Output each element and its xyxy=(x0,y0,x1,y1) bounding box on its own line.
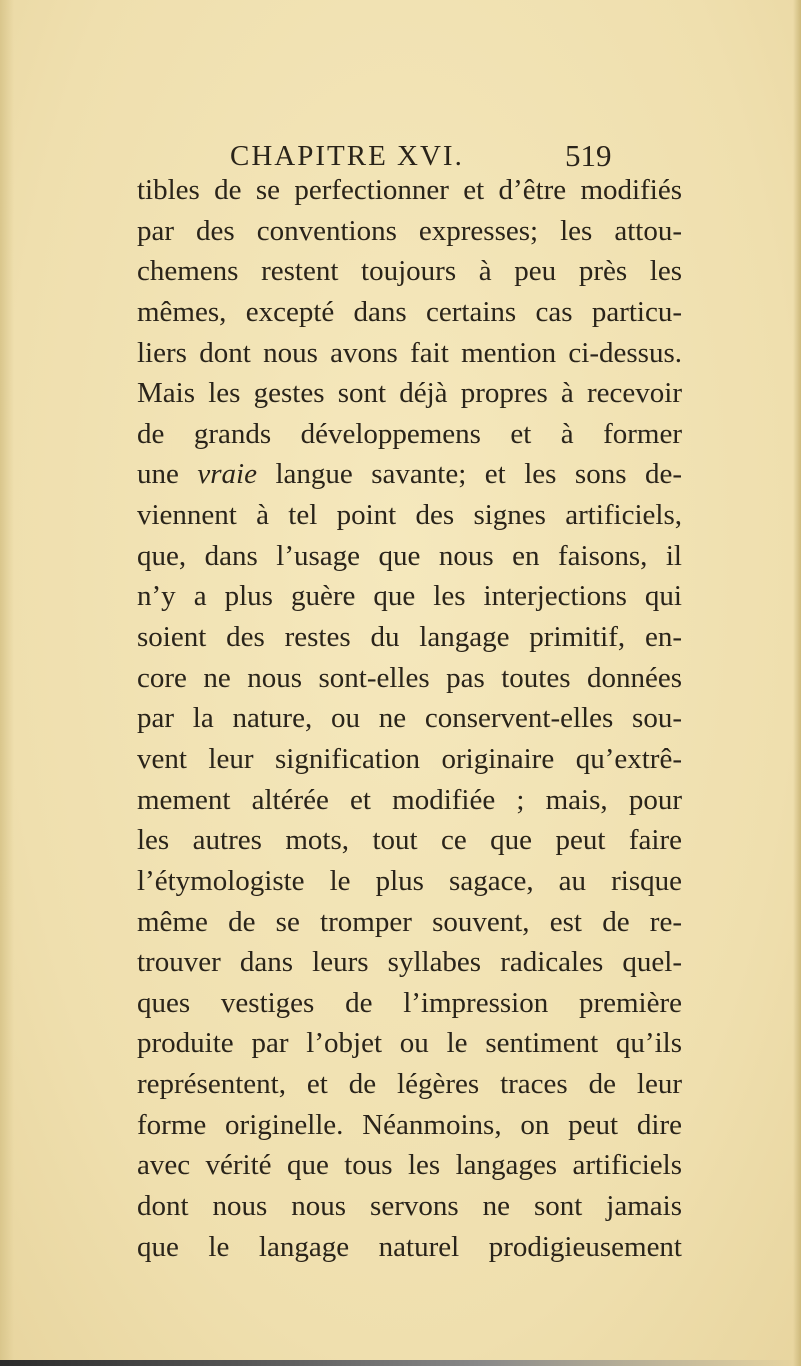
text-line: mêmes, excepté dans certains cas particu- xyxy=(137,295,682,328)
text-line: forme originelle. Néanmoins, on peut dire xyxy=(137,1108,682,1141)
page-bottom-edge xyxy=(0,1360,801,1366)
text-line: trouver dans leurs syllabes radicales quel- xyxy=(137,946,682,979)
text-line: l’étymologiste le plus sagace, au risque xyxy=(137,864,682,897)
text-line: soient des restes du langage primitif, en- xyxy=(137,621,682,654)
text-line: n’y a plus guère que les interjections qui xyxy=(137,580,682,613)
text-line: tibles de se perfectionner et d’être modifiés xyxy=(137,174,682,206)
text-line: ques vestiges de l’impression première xyxy=(137,986,682,1019)
text-line: représentent, et de légères traces de leur xyxy=(137,1068,682,1101)
text-fragment: langue savante; et les sons de- xyxy=(256,458,683,491)
text-line: dont nous nous servons ne sont jamais xyxy=(137,1190,682,1223)
page-edge-shadow xyxy=(793,0,801,1366)
text-line: core ne nous sont-elles pas toutes données xyxy=(137,661,682,694)
chapter-title: CHAPITRE XVI. xyxy=(230,140,464,172)
body-text xyxy=(137,170,682,1267)
text-line: de grands développemens et à former xyxy=(137,417,682,450)
text-line: vent leur signification originaire qu’extrê- xyxy=(137,742,682,775)
text-line: produite par l’objet ou le sentiment qu’ils xyxy=(137,1027,682,1060)
text-line: même de se tromper souvent, est de re- xyxy=(137,905,682,938)
text-line: avec vérité que tous les langages artificiels xyxy=(137,1149,682,1182)
page-number: 519 xyxy=(565,138,612,173)
text-line: par la nature, ou ne conservent-elles sou- xyxy=(137,702,682,735)
text-line: viennent à tel point des signes artificiels, xyxy=(137,499,682,532)
emphasized-word: vraie xyxy=(197,458,257,491)
text-line: chemens restent toujours à peu près les xyxy=(137,255,682,288)
text-line: que, dans l’usage que nous en faisons, il xyxy=(137,539,682,572)
page-gutter-shadow xyxy=(0,0,14,1366)
text-line: Mais les gestes sont déjà propres à recevoir xyxy=(137,377,682,410)
text-fragment: une xyxy=(137,458,179,491)
text-line: les autres mots, tout ce que peut faire xyxy=(137,824,682,857)
text-line: mement altérée et modifiée ; mais, pour xyxy=(137,783,682,816)
text-line: que le langage naturel prodigieusement xyxy=(137,1230,682,1263)
text-line-with-emphasis xyxy=(137,454,682,495)
text-line: liers dont nous avons fait mention ci-dessus. xyxy=(137,336,682,369)
text-line: par des conventions expresses; les attou- xyxy=(137,214,682,247)
